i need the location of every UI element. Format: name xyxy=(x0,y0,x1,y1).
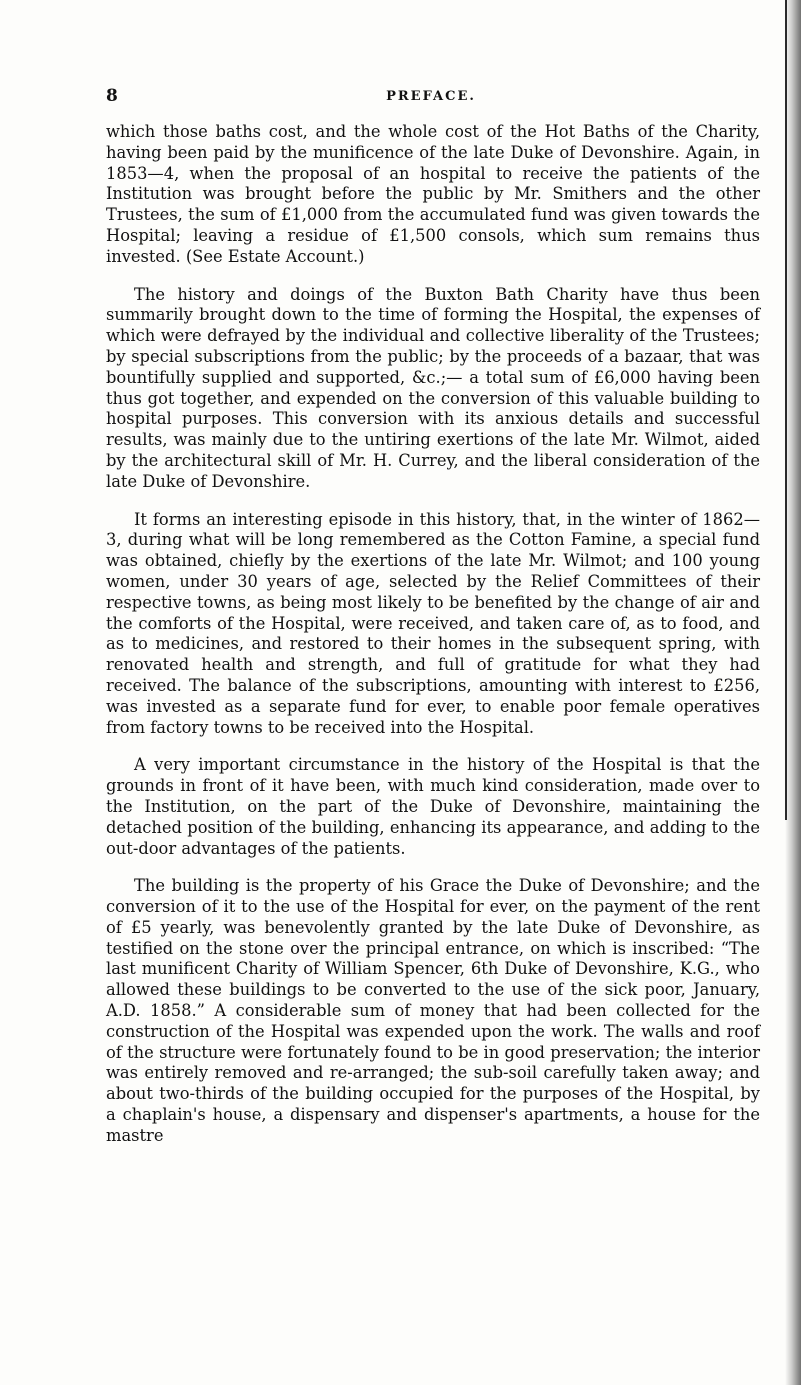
page-edge-shadow xyxy=(785,0,801,1385)
paragraph-building: The building is the property of his Grace the Duke of Devonshire; and the conversion of it to the use of the Hospital for ever, on the payment of the rent of £5 yearly, was benevolently granted by the late Duke of Devonshire, as testified on the stone over the principal entrance, on which is inscribed: “The last munificent Charity of William Spencer, 6th Duke of Devonshire, K.G., who allowed these buildings to be converted to the use of the sick poor, January, A.D. 1858.” A considerable sum of money that had been collected for the construction of the Hospital was expended upon the work. The walls and roof of the structure were fortunately found to be in good preservation; the interior was entirely removed and re-arranged; the sub-soil carefully taken away; and about two-thirds of the building occupied for the purposes of the Hospital, by a chaplain's house, a dispensary and dispenser's apartments, a house for the mastre xyxy=(106,876,760,1145)
running-head: PREFACE. xyxy=(386,89,476,104)
paragraph-continued: which those baths cost, and the whole cost of the Hot Baths of the Charity, having been paid by the munificence of the late Duke of Devonshire. Again, in 1853—4, when the proposal of an hospital to receive the patients of the Institution was brought before the public by Mr. Smithers and the other Trustees, the sum of £1,000 from the accumulated fund was given towards the Hospital; leaving a residue of £1,500 consols, which sum remains thus invested. (See Estate Account.) xyxy=(106,122,760,266)
page-number: 8 xyxy=(106,86,118,106)
paragraph-cotton-famine: It forms an interesting episode in this history, that, in the winter of 1862—3, during what will be long remembered as the Cotton Famine, a special fund was obtained, chiefly by the exertions of the late Mr. Wilmot; and 100 young women, under 30 years of age, selected by the Relief Committees of their respective towns, as being most likely to be benefited by the change of air and the comforts of the Hospital, were received, and taken care of, as to food, and as to medicines, and restored to their homes in the subsequent spring, with renovated health and strength, and full of gratitude for what they had received. The balance of the subscriptions, amounting with interest to £256, was invested as a separate fund for ever, to enable poor female operatives from factory towns to be received into the Hospital. xyxy=(106,509,760,737)
page-header xyxy=(106,86,756,110)
body-text xyxy=(106,122,760,1164)
paragraph-history: The history and doings of the Buxton Bath Charity have thus been summarily brought down to the time of forming the Hospital, the expenses of which were defrayed by the individual and collective liberality of the Trustees; by special subscriptions from the public; by the proceeds of a bazaar, that was bountifully supplied and supported, &c.;— a total sum of £6,000 having been thus got together, and expended on the conversion of this valuable building to hospital purposes. This conversion with its anxious details and successful results, was mainly due to the untiring exertions of the late Mr. Wilmot, aided by the architectural skill of Mr. H. Currey, and the liberal consideration of the late Duke of Devonshire. xyxy=(106,284,760,491)
paragraph-grounds: A very important circumstance in the history of the Hospital is that the grounds in front of it have been, with much kind consideration, made over to the Institution, on the part of the Duke of Devonshire, maintaining the detached position of the building, enhancing its appearance, and adding to the out-door advantages of the patients. xyxy=(106,755,760,858)
